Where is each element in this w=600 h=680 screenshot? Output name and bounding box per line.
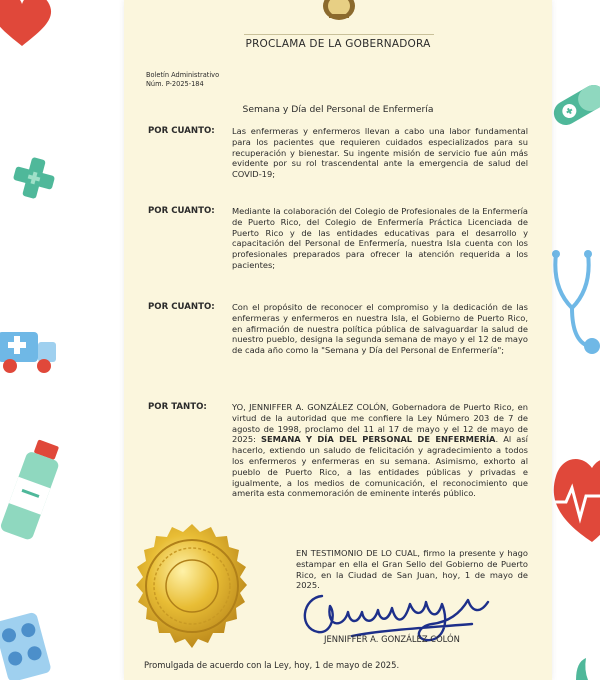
heartbeat-heart-icon — [552, 432, 600, 552]
title-rule — [244, 34, 434, 35]
heart-icon — [0, 0, 52, 50]
proclamation-document — [124, 0, 552, 680]
document-title: PROCLAMA DE LA GOBERNADORA — [245, 38, 431, 50]
leaf-icon — [572, 656, 600, 680]
bulletin-number: Núm. P-2025-184 — [146, 80, 204, 88]
pill-blister-icon — [0, 610, 52, 680]
resolution-text-end: . Al así hacerlo, extiendo un saludo de felicitación y agradecimiento a todos los enfermeros y enfermeras en su semana. Asimismo, exhorto al pueblo de Puerto Rico, a las entidades públicas y privadas e igualmente, a los medios de comunicación, el reconocimiento que amerita esta conmemoración de eminente interés público. — [232, 434, 528, 499]
clause-text: Las enfermeras y enfermeros llevan a cabo una labor fundamental para los pacientes que requieren cuidados especializados para su recuperación y bienestar. Su ingente misión de servicio fue aún más evidente por su rol trascendental ante la emergencia de salud del COVID-19; — [232, 126, 528, 180]
coat-of-arms-icon — [311, 0, 367, 22]
clause-label: POR CUANTO: — [148, 206, 215, 216]
resolution-text-start: YO, JENNIFFER A. GONZÁLEZ COLÓN, Gobernadora de Puerto Rico, en virtud de la autoridad que me confiere la Ley Número 203 de 7 de agosto de 1998, proclamo del 11 al 17 de mayo y el 12 de mayo de 2025: — [232, 402, 528, 445]
bulletin-info — [146, 71, 219, 89]
bulletin-line: Boletín Administrativo — [146, 71, 220, 79]
stethoscope-icon — [548, 248, 600, 358]
great-seal-icon — [126, 522, 258, 654]
proclamation-subject: Semana y Día del Personal de Enfermería — [242, 104, 434, 115]
clause-label: POR CUANTO: — [148, 126, 215, 136]
clause-text: Con el propósito de reconocer el compromiso y la dedicación de las enfermeras y enfermeros en nuestra Isla, el Gobierno de Puerto Rico, en afirmación de nuestra política pública de salvaguardar la salud de nuestro pueblo, designa la segunda semana de mayo y el 12 de mayo de cada año como la "Semana y Día del Personal de Enfermería"; — [232, 302, 528, 356]
resolution-title: SEMANA Y DÍA DEL PERSONAL DE ENFERMERÍA — [261, 434, 496, 445]
ambulance-icon — [0, 322, 60, 380]
capsule-icon — [548, 84, 600, 128]
resolution-label: POR TANTO: — [148, 402, 207, 412]
promulgation-statement: Promulgada de acuerdo con la Ley, hoy, 1 de mayo de 2025. — [144, 660, 400, 670]
clause-label: POR CUANTO: — [148, 302, 215, 312]
resolution-text — [232, 402, 528, 499]
signer-name: JENNIFFER A. GONZÁLEZ COLÓN — [324, 634, 460, 644]
medical-cross-icon — [12, 156, 56, 200]
medicine-bottle-icon — [0, 432, 62, 552]
testimony-text: EN TESTIMONIO DE LO CUAL, firmo la presente y hago estampar en ella el Gran Sello del Gobierno de Puerto Rico, en la Ciudad de San Juan, hoy, 1 de mayo de 2025. — [296, 548, 528, 591]
clause-text: Mediante la colaboración del Colegio de Profesionales de la Enfermería de Puerto Rico, del Colegio de Enfermería Práctica Licenciada de Puerto Rico y de las entidades educativas para el desarrollo y capacitación del Personal de Enfermería, nuestra Isla cuenta con los profesionales preparados para ofrecer la atención requerida a los pacientes; — [232, 206, 528, 270]
